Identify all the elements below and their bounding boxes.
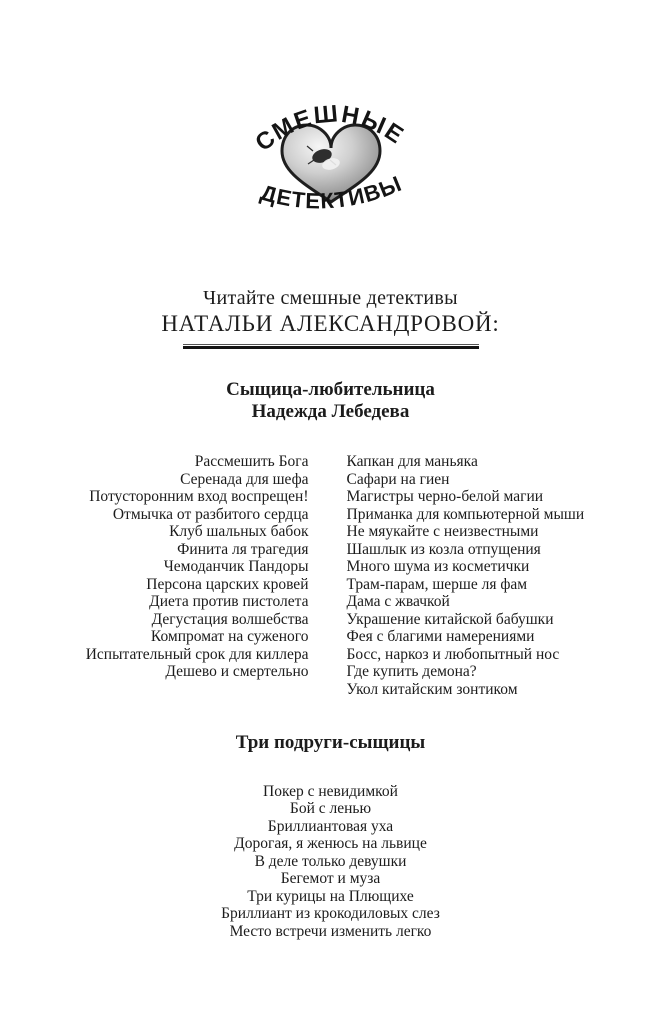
book-list-two-columns bbox=[0, 453, 661, 698]
book-title: Отмычка от разбитого сердца bbox=[112, 505, 309, 523]
book-title: Сафари на гиен bbox=[346, 470, 450, 488]
book-title: Трам-парам, шерше ля фам bbox=[346, 575, 528, 593]
book-title: Дешево и смертельно bbox=[165, 663, 309, 680]
section-title: Три подруги-сыщицы bbox=[235, 732, 426, 753]
header-rule bbox=[183, 344, 479, 349]
book-title: Бриллиант из крокодиловых слез bbox=[221, 905, 440, 922]
book-title: Диета против пистолета bbox=[149, 593, 309, 610]
book-title: Персона царских кровей bbox=[146, 575, 309, 593]
book-title: Приманка для компьютерной мыши bbox=[346, 505, 585, 523]
book-title: Серенада для шефа bbox=[180, 470, 309, 488]
book-title: Бой с ленью bbox=[289, 800, 372, 817]
book-title: Финита ля трагедия bbox=[177, 540, 309, 558]
book-title: Бегемот и муза bbox=[280, 870, 381, 887]
book-title: Клуб шальных бабок bbox=[169, 523, 309, 540]
book-title: Испытательный срок для киллера bbox=[85, 645, 309, 663]
book-list-right-column bbox=[347, 453, 587, 698]
book-title: Компромат на суженого bbox=[150, 628, 309, 645]
section-three-friends bbox=[0, 732, 661, 940]
book-title: Место встречи изменить легко bbox=[229, 922, 432, 940]
book-title: Украшение китайской бабушки bbox=[346, 610, 554, 628]
series-logo bbox=[0, 0, 661, 220]
book-title: Капкан для маньяка bbox=[346, 453, 478, 470]
book-title: Дорогая, я женюсь на львице bbox=[234, 835, 427, 852]
book-title: Босс, наркоз и любопытный нос bbox=[346, 645, 560, 663]
book-title: Шашлык из козла отпущения bbox=[346, 540, 541, 558]
book-title: В деле только девушки bbox=[254, 852, 407, 870]
book-title: Потусторонним вход воспрещен! bbox=[89, 488, 309, 505]
book-title: Дегустация волшебства bbox=[151, 610, 309, 628]
book-title: Магистры черно-белой магии bbox=[346, 488, 544, 505]
book-title: Три курицы на Плющихе bbox=[247, 887, 414, 905]
book-title: Фея с благими намерениями bbox=[346, 628, 535, 645]
book-list-left-column bbox=[75, 453, 309, 698]
book-title: Много шума из косметички bbox=[346, 558, 530, 575]
book-title: Бриллиантовая уха bbox=[267, 817, 394, 835]
book-title: Чемоданчик Пандоры bbox=[163, 558, 309, 575]
book-list-centered bbox=[0, 783, 661, 941]
section-title bbox=[0, 379, 661, 422]
series-logo-graphic bbox=[225, 96, 437, 220]
logo-top-text: СМЕШНЫЕ bbox=[249, 100, 410, 157]
page-header bbox=[0, 286, 661, 349]
header-line1: Читайте смешные детективы bbox=[203, 287, 458, 309]
author-name: НАТАЛЬИ АЛЕКСАНДРОВОЙ: bbox=[161, 311, 500, 336]
book-title: Дама с жвачкой bbox=[346, 593, 450, 610]
book-title: Рассмешить Бога bbox=[194, 453, 309, 470]
section-title-line1: Сыщица-любительница bbox=[226, 379, 435, 400]
section-title-line2: Надежда Лебедева bbox=[251, 400, 410, 422]
book-title: Укол китайским зонтиком bbox=[346, 680, 518, 698]
logo-bottom-text: ДЕТЕКТИВЫ bbox=[257, 170, 406, 214]
book-title: Покер с невидимкой bbox=[263, 782, 398, 800]
book-title: Не мяукайте с неизвестными bbox=[346, 523, 539, 540]
book-title: Где купить демона? bbox=[346, 663, 477, 680]
section-detective-lebedeva bbox=[0, 379, 661, 698]
